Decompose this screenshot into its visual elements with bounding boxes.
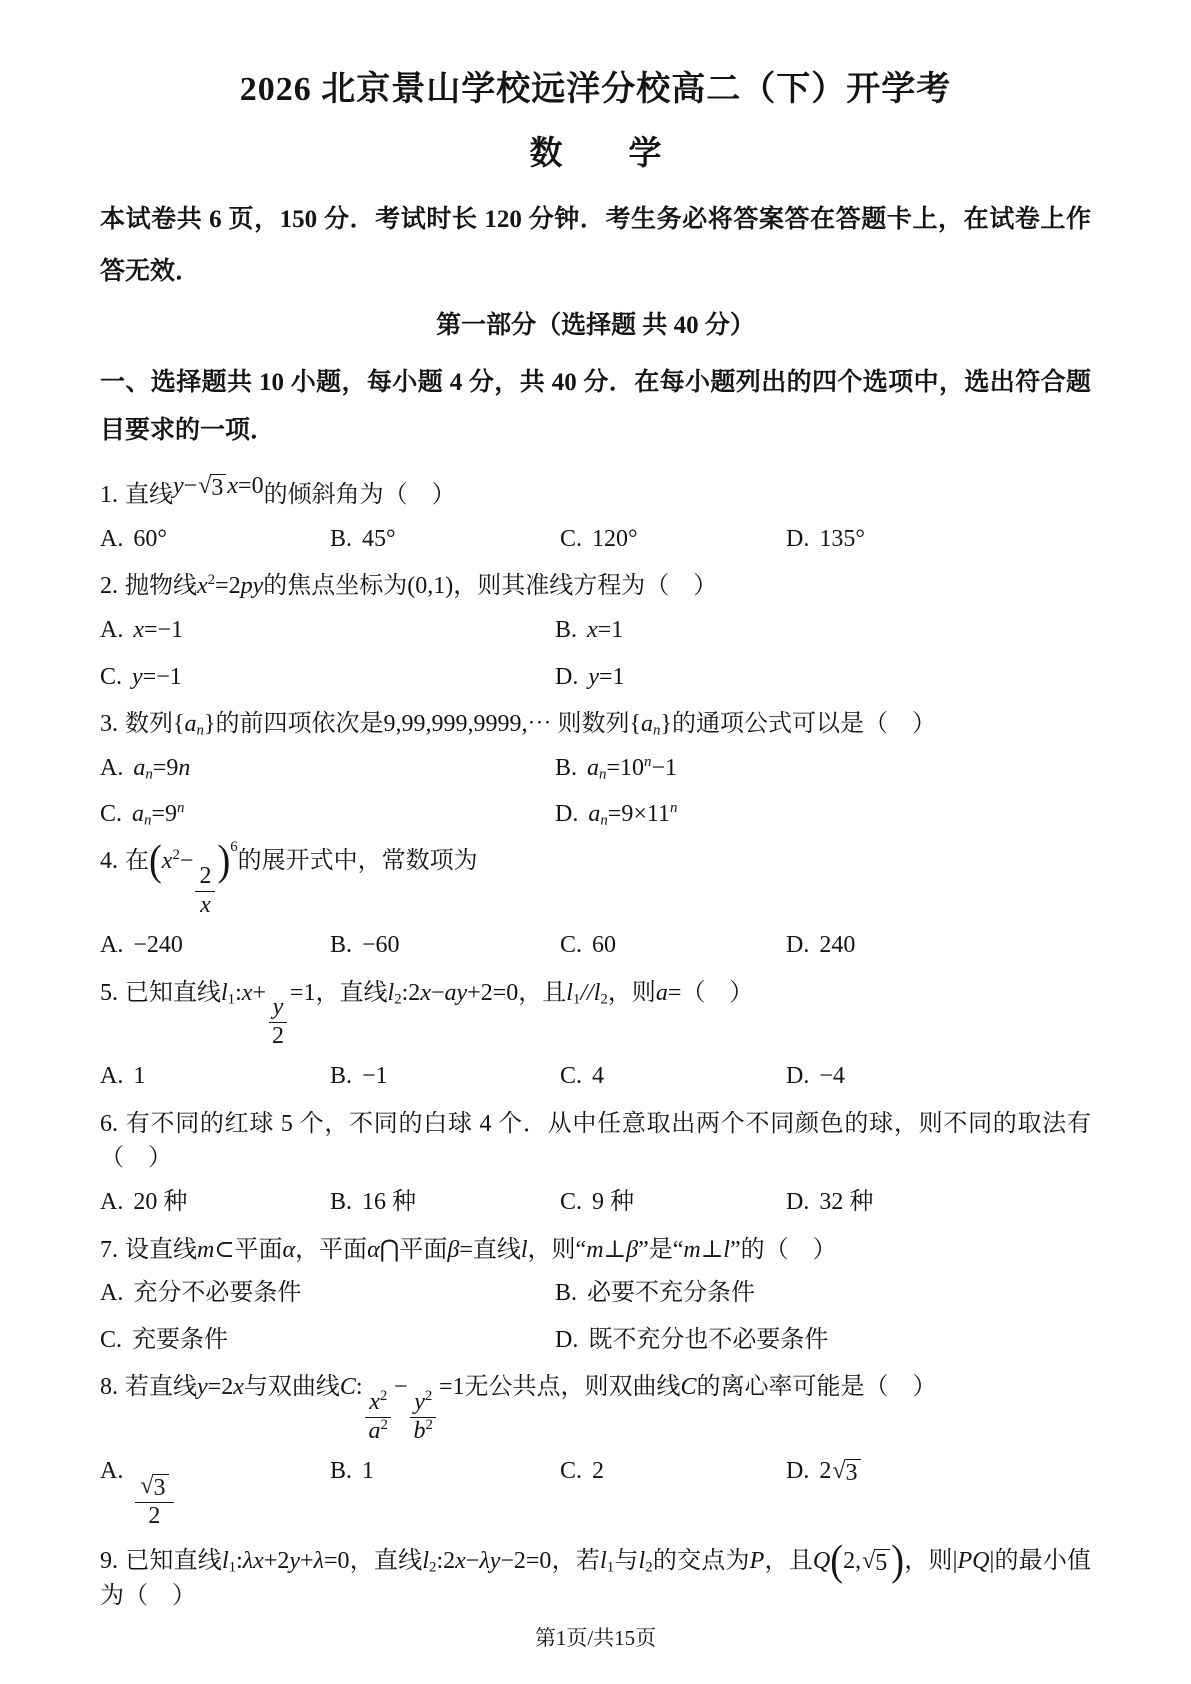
sqrt-radical: √ 3 bbox=[140, 1474, 168, 1501]
math-expression: x=1 bbox=[587, 617, 624, 644]
option-label: C. bbox=[100, 801, 123, 828]
option-D bbox=[555, 661, 1091, 693]
question-stem: 8. 若直线y=2x与双曲线C: $\frac{x^2}{a^2}$ − $\frac{y^2}{b^2}$ =1无公共点，则双曲线C的离心率可能是（ ） bbox=[100, 1374, 937, 1444]
math-expression: y=−1 bbox=[132, 663, 182, 690]
question-8 bbox=[100, 1370, 1091, 1530]
question-2 bbox=[100, 569, 1091, 693]
math-expression: x=−1 bbox=[133, 617, 184, 644]
option-label: A. bbox=[100, 1280, 124, 1307]
math-expression: l1//l2 bbox=[566, 979, 608, 1008]
math-expression: α⋂ bbox=[367, 1236, 400, 1263]
exam-note: 本试卷共 6 页，150 分．考试时长 120 分钟．考生务必将答案答在答题卡上，在试卷上作答无效． bbox=[100, 206, 1091, 286]
fraction: √ 3 2 bbox=[135, 1474, 173, 1530]
option-label: A. bbox=[100, 617, 124, 644]
math-expression: l2 bbox=[638, 1548, 653, 1576]
question-4 bbox=[100, 837, 1091, 961]
question-stem: 1. 直线y− √ 3 x=0的倾斜角为（ ） bbox=[100, 473, 456, 509]
question-stem: 7. 设直线m⊂平面α，平面α⋂平面β=直线l，则“m⊥β”是“m⊥l”的（ ） bbox=[100, 1236, 837, 1263]
option-label: A. bbox=[100, 525, 124, 552]
question-number: 8. bbox=[100, 1374, 118, 1401]
math-expression: 9,99,999,9999,⋯ bbox=[383, 710, 552, 737]
exam-title: 2026 北京景山学校远洋分校高二（下）开学考 bbox=[239, 71, 952, 108]
option-label: B. bbox=[555, 617, 578, 644]
math-expression: $an=9\times 11^n$ bbox=[588, 800, 678, 829]
option-A bbox=[100, 614, 555, 646]
option-label: D. bbox=[786, 1189, 810, 1216]
option-label: B. bbox=[330, 1457, 353, 1484]
page-number: 第1页/共15页 bbox=[534, 1626, 657, 1650]
question-3 bbox=[100, 707, 1091, 831]
option-A: A. 60° bbox=[100, 525, 167, 552]
option-A bbox=[100, 1455, 330, 1530]
option-D: D. 240 bbox=[786, 932, 856, 959]
option-label: C. bbox=[560, 1063, 583, 1090]
option-label: C. bbox=[100, 1326, 123, 1353]
option-C: C. 60 bbox=[560, 932, 617, 959]
option-label: C. bbox=[560, 525, 583, 552]
question-stem: 5. 已知直线l1:x+ $\frac{y}{2}$ =1，直线l2:2x−ay+2=0，且l1//l2，则a=（ ） bbox=[100, 979, 754, 1050]
exam-subject: 数 学 bbox=[529, 135, 662, 172]
option-label: A. bbox=[100, 1063, 124, 1090]
option-C: C. 充要条件 bbox=[100, 1326, 229, 1353]
fraction: $\frac{2}{x}$ bbox=[195, 864, 215, 919]
option-label: C. bbox=[560, 1189, 583, 1216]
option-C: C. 2 bbox=[560, 1457, 605, 1484]
math-expression: l2:2x−λy−2=0 bbox=[422, 1548, 552, 1576]
option-label: C. bbox=[560, 932, 583, 959]
math-expression: |PQ| bbox=[952, 1548, 995, 1575]
question-number: 1. bbox=[100, 482, 118, 509]
option-B: B. −60 bbox=[330, 932, 400, 959]
option-D bbox=[555, 798, 1091, 830]
math-expression: l bbox=[520, 1236, 528, 1263]
options-grid bbox=[100, 1186, 1091, 1218]
option-A: A. −240 bbox=[100, 932, 183, 959]
option-B bbox=[555, 752, 1091, 784]
option-C bbox=[100, 661, 555, 693]
question-stem: 9. 已知直线l1:λx+2y+λ=0，直线l2:2x−λy−2=0，若l1与l2的交点为P，且Q(2, √ 5 )，则|PQ|的最小值为（ ） bbox=[100, 1537, 1092, 1609]
section-intro: 一、选择题共 10 小题，每小题 4 分，共 40 分．在每小题列出的四个选项中，选出符合题目要求的一项． bbox=[100, 369, 1091, 445]
sqrt-radical: √ 3 bbox=[198, 474, 226, 501]
math-expression: m⊥l bbox=[683, 1236, 730, 1263]
option-label: B. bbox=[330, 932, 353, 959]
option-D: D. 既不充分也不必要条件 bbox=[555, 1326, 829, 1353]
option-A bbox=[100, 752, 555, 784]
math-expression: l1:x+ $\frac{y}{2}$ =1 bbox=[221, 979, 316, 1050]
option-D: D. 32 种 bbox=[786, 1189, 874, 1216]
math-expression: l2:2x−ay+2=0 bbox=[387, 979, 519, 1008]
question-number: 4. bbox=[100, 848, 118, 875]
option-C bbox=[100, 798, 555, 830]
question-number: 5. bbox=[100, 979, 118, 1006]
option-label: D. bbox=[786, 932, 810, 959]
math-expression: $an=9^n$ bbox=[132, 800, 185, 829]
option-C: C. 120° bbox=[560, 525, 638, 552]
question-stem: 4. 在($x^2-$ $\frac{2}{x}$ )$^6$的展开式中，常数项为 bbox=[100, 837, 478, 919]
option-B: B. 1 bbox=[330, 1457, 375, 1484]
math-expression: m⊂ bbox=[197, 1236, 235, 1263]
math-expression: (0,1) bbox=[407, 573, 454, 600]
question-number: 2. bbox=[100, 573, 118, 600]
question-5 bbox=[100, 976, 1091, 1093]
option-B: B. 45° bbox=[330, 525, 396, 552]
question-number: 3. bbox=[100, 710, 118, 737]
math-expression: P bbox=[749, 1548, 765, 1575]
question-number: 7. bbox=[100, 1236, 118, 1263]
option-label: B. bbox=[330, 1063, 353, 1090]
math-expression: C bbox=[680, 1374, 697, 1401]
math-expression: a= bbox=[655, 979, 682, 1006]
sqrt-radical: √ 5 bbox=[862, 1549, 890, 1576]
question-stem: 6. 有不同的红球 5 个，不同的白球 4 个．从中任意取出两个不同颜色的球，则不同的取法有（ ） bbox=[100, 1110, 1091, 1172]
question-number: 6. bbox=[100, 1110, 118, 1137]
option-label: B. bbox=[555, 1280, 578, 1307]
question-stem: 2. 抛物线$x^2=2py$的焦点坐标为(0,1)，则其准线方程为（ ） bbox=[100, 572, 718, 600]
fraction: $\frac{x^2}{a^2}$ bbox=[365, 1390, 392, 1445]
option-B: B. 16 种 bbox=[330, 1189, 417, 1216]
option-D bbox=[786, 1455, 1091, 1487]
option-label: C. bbox=[100, 663, 123, 690]
option-C: C. 4 bbox=[560, 1063, 605, 1090]
option-label: D. bbox=[555, 663, 579, 690]
options-grid bbox=[100, 614, 1091, 693]
math-expression: an=9n bbox=[133, 754, 191, 783]
math-expression: l1:λx+2y+λ=0 bbox=[222, 1548, 350, 1576]
math-expression: $x^2=2py$ bbox=[197, 572, 264, 600]
math-expression: 2 √ 3 bbox=[819, 1458, 861, 1484]
options-grid bbox=[100, 752, 1091, 831]
question-7 bbox=[100, 1233, 1091, 1357]
option-A: A. 1 bbox=[100, 1063, 146, 1090]
question-6 bbox=[100, 1107, 1091, 1219]
option-label: C. bbox=[560, 1457, 583, 1484]
option-label: D. bbox=[555, 1326, 579, 1353]
fraction: $\frac{y}{2}$ bbox=[268, 995, 288, 1050]
options-grid bbox=[100, 1277, 1091, 1356]
option-A: A. 20 种 bbox=[100, 1189, 188, 1216]
math-expression: $an=10^n-1$ bbox=[587, 753, 677, 783]
option-label: A. bbox=[100, 1189, 124, 1216]
option-B: B. 必要不充分条件 bbox=[555, 1280, 756, 1307]
options-grid bbox=[100, 1455, 1091, 1530]
option-label: A. bbox=[100, 932, 124, 959]
option-label: B. bbox=[555, 754, 578, 781]
option-label: A. bbox=[100, 754, 124, 781]
question-1 bbox=[100, 469, 1091, 555]
math-expression: y− √ 3 x=0 bbox=[173, 473, 264, 502]
math-expression: Q(2, √ 5 ) bbox=[812, 1537, 905, 1585]
question-number: 9. bbox=[100, 1548, 118, 1575]
option-A: A. 充分不必要条件 bbox=[100, 1280, 302, 1307]
math-expression: ($x^2-$ $\frac{2}{x}$ )$^6$ bbox=[149, 837, 238, 919]
options-grid bbox=[100, 929, 1091, 961]
math-expression: α bbox=[282, 1236, 296, 1263]
question-9 bbox=[100, 1537, 1092, 1614]
option-label: D. bbox=[786, 525, 810, 552]
question-stem: 3. 数列{an}的前四项依次是9,99,999,9999,⋯ 则数列{an}的通项公式可以是（ ） bbox=[100, 710, 936, 739]
math-expression: y=1 bbox=[588, 663, 625, 690]
options-grid bbox=[100, 1060, 1091, 1092]
math-expression: β= bbox=[447, 1236, 473, 1263]
math-expression bbox=[133, 1458, 175, 1530]
math-expression: {an} bbox=[629, 710, 672, 739]
option-D: D. −4 bbox=[786, 1063, 845, 1090]
sqrt-radical: √ 3 bbox=[832, 1459, 860, 1486]
fraction: $\frac{y^2}{b^2}$ bbox=[410, 1390, 437, 1445]
option-label: D. bbox=[786, 1457, 810, 1484]
option-label: B. bbox=[330, 1189, 353, 1216]
option-label: A. bbox=[100, 1457, 124, 1484]
math-expression: m⊥β bbox=[586, 1236, 639, 1263]
options-grid bbox=[100, 523, 1091, 555]
math-expression: l1 bbox=[600, 1548, 615, 1576]
option-label: B. bbox=[330, 525, 353, 552]
math-expression: C: $\frac{x^2}{a^2}$ − $\frac{y^2}{b^2}$ =1 bbox=[339, 1374, 465, 1444]
section-heading: 第一部分（选择题 共 40 分） bbox=[436, 312, 755, 340]
questions-list bbox=[100, 469, 1091, 1614]
option-B bbox=[555, 614, 1091, 646]
option-D: D. 135° bbox=[786, 525, 865, 552]
math-expression: y=2x bbox=[197, 1374, 244, 1401]
option-B: B. −1 bbox=[330, 1063, 388, 1090]
option-C: C. 9 种 bbox=[560, 1189, 635, 1216]
option-label: D. bbox=[555, 801, 579, 828]
option-label: D. bbox=[786, 1063, 810, 1090]
math-expression: {an} bbox=[173, 710, 216, 739]
